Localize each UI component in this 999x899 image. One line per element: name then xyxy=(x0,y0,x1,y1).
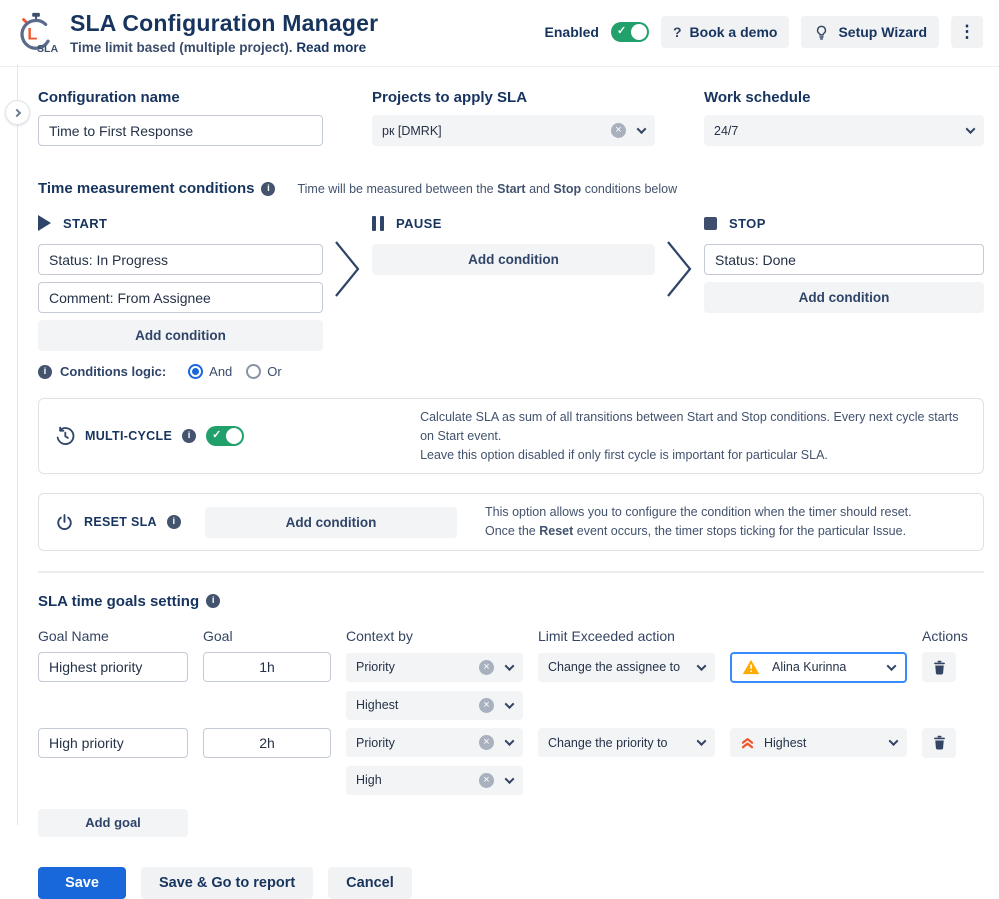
stop-label: STOP xyxy=(729,215,766,231)
goals-section-title xyxy=(38,593,984,610)
goals-table xyxy=(38,628,984,795)
col-header-action: Limit Exceeded action xyxy=(538,627,675,644)
conditions-section-title xyxy=(38,180,275,197)
stop-column xyxy=(704,213,984,379)
power-icon xyxy=(55,513,74,532)
section-divider xyxy=(38,571,984,573)
start-condition[interactable]: Status: In Progress xyxy=(38,244,323,275)
hint-stop: Stop xyxy=(553,181,582,196)
info-icon[interactable]: i xyxy=(261,182,275,196)
multi-cycle-panel xyxy=(38,398,984,474)
add-goal-button[interactable]: Add goal xyxy=(38,809,188,837)
save-go-report-button[interactable]: Save & Go to report xyxy=(141,867,313,899)
goal-name-input[interactable] xyxy=(38,652,188,682)
footer-actions xyxy=(38,867,984,899)
context-value: High xyxy=(356,773,382,788)
goal-value-input[interactable] xyxy=(203,728,331,758)
chevron-down-icon xyxy=(505,736,515,746)
pause-icon xyxy=(372,216,384,231)
priority-select[interactable] xyxy=(730,728,907,757)
clear-icon[interactable]: × xyxy=(479,660,494,675)
reset-sla-label: RESET SLA xyxy=(84,515,157,529)
clear-icon[interactable]: × xyxy=(479,698,494,713)
goal-name-input[interactable] xyxy=(38,728,188,758)
logic-radio-group xyxy=(188,364,282,379)
conditions-logic-label: Conditions logic: xyxy=(60,364,167,379)
reset-desc-line2 xyxy=(485,522,912,541)
reset-add-condition-button[interactable]: Add condition xyxy=(205,507,457,538)
col-header-actions: Actions xyxy=(922,627,968,644)
context-value-select[interactable] xyxy=(346,766,523,795)
clear-icon[interactable]: × xyxy=(611,123,626,138)
context-field-select[interactable] xyxy=(346,728,523,757)
start-label: START xyxy=(63,215,108,231)
reset-sla-panel xyxy=(38,493,984,551)
limit-action-select[interactable] xyxy=(538,728,715,757)
info-icon[interactable]: i xyxy=(206,594,220,608)
conditions-header xyxy=(38,180,984,197)
config-name-label: Configuration name xyxy=(38,89,180,106)
goals-title-text: SLA time goals setting xyxy=(38,592,200,610)
and-label: And xyxy=(209,364,233,379)
cancel-button[interactable]: Cancel xyxy=(328,867,412,899)
context-field-select[interactable] xyxy=(346,653,523,682)
schedule-select[interactable] xyxy=(704,115,984,146)
kebab-icon: ⋮ xyxy=(958,22,976,41)
toggle-knob xyxy=(631,24,647,40)
assignee-value: Alina Kurinna xyxy=(772,660,847,675)
hint-start: Start xyxy=(497,181,526,196)
conditions-title-text: Time measurement conditions xyxy=(38,180,255,197)
multi-cycle-label: MULTI-CYCLE xyxy=(85,429,173,444)
hint-prefix: Time will be measured between the xyxy=(297,181,494,196)
chevron-down-icon xyxy=(966,124,976,134)
goal-value-input[interactable] xyxy=(203,652,331,682)
hint-and: and xyxy=(529,181,550,196)
config-row xyxy=(38,89,984,146)
header xyxy=(0,0,999,64)
page-title: SLA Configuration Manager xyxy=(70,10,379,36)
hint-suffix: conditions below xyxy=(584,181,678,196)
radio-dot xyxy=(188,364,203,379)
reset-sla-description xyxy=(485,503,912,541)
trash-icon xyxy=(931,659,948,676)
multi-cycle-description xyxy=(420,408,967,464)
reset-desc-prefix: Once the xyxy=(485,524,536,538)
start-condition[interactable]: Comment: From Assignee xyxy=(38,282,323,313)
svg-text:SLA: SLA xyxy=(37,43,59,56)
flow-chevron-icon xyxy=(334,239,360,299)
chevron-down-icon xyxy=(697,736,707,746)
info-icon[interactable]: i xyxy=(38,365,52,379)
multi-cycle-desc-line1: Calculate SLA as sum of all transitions between Start and Stop conditions. Every next cycle starts on Start event. xyxy=(420,410,959,443)
chevron-right-icon xyxy=(12,108,20,116)
question-icon: ? xyxy=(672,24,682,40)
multi-cycle-desc-line2: Leave this option disabled if only first cycle is important for particular SLA. xyxy=(420,447,828,462)
chevron-down-icon xyxy=(505,661,515,671)
or-label: Or xyxy=(267,364,282,379)
reset-sla-controls xyxy=(55,513,205,532)
book-demo-button[interactable] xyxy=(661,16,789,48)
projects-field xyxy=(372,89,655,146)
start-add-condition-button[interactable]: Add condition xyxy=(38,320,323,351)
clear-icon[interactable]: × xyxy=(479,773,494,788)
context-value-select[interactable] xyxy=(346,691,523,720)
page-subtitle xyxy=(70,40,545,55)
stop-icon xyxy=(704,217,717,230)
conditions-logic-row xyxy=(38,364,323,379)
stop-condition[interactable]: Status: Done xyxy=(704,244,984,275)
reset-desc-line1: This option allows you to configure the condition when the timer should reset. xyxy=(485,505,912,520)
chevron-down-icon xyxy=(889,736,899,746)
more-menu-button[interactable] xyxy=(951,16,983,48)
col-header-context: Context by xyxy=(346,627,413,644)
toggle-check-icon: ✓ xyxy=(212,429,222,442)
chevron-down-icon xyxy=(505,774,515,784)
reset-desc-suffix: event occurs, the timer stops ticking for the particular Issue. xyxy=(576,524,907,538)
projects-label: Projects to apply SLA xyxy=(372,89,528,106)
logic-and-radio[interactable] xyxy=(188,364,232,379)
cycle-history-icon xyxy=(55,426,75,446)
priority-value: Highest xyxy=(764,735,807,750)
stop-column-header xyxy=(704,213,984,233)
schedule-label: Work schedule xyxy=(704,89,811,106)
info-icon[interactable]: i xyxy=(182,429,196,443)
enabled-label: Enabled xyxy=(544,24,599,40)
delete-goal-button[interactable] xyxy=(922,728,956,758)
toggle-knob xyxy=(226,428,242,444)
clear-icon[interactable]: × xyxy=(479,735,494,750)
collapse-panel-button[interactable] xyxy=(5,100,30,125)
pause-add-condition-button[interactable]: Add condition xyxy=(372,244,655,275)
limit-action-select[interactable] xyxy=(538,653,715,682)
col-header-goal: Goal xyxy=(203,627,233,644)
play-icon xyxy=(38,215,51,231)
projects-value: рк [DMRK] xyxy=(382,123,442,138)
trash-icon xyxy=(931,734,948,751)
col-header-goal-name: Goal Name xyxy=(38,627,109,644)
title-block xyxy=(70,10,545,55)
conditions-grid xyxy=(38,213,984,379)
config-name-input[interactable] xyxy=(38,115,323,146)
enabled-toggle[interactable] xyxy=(611,22,649,42)
projects-select[interactable] xyxy=(372,115,655,146)
delete-goal-button[interactable] xyxy=(922,652,956,682)
reset-desc-bold: Reset xyxy=(539,524,574,538)
chevron-down-icon xyxy=(887,661,897,671)
logic-or-radio[interactable] xyxy=(246,364,281,379)
multi-cycle-controls xyxy=(55,426,420,446)
conditions-hint xyxy=(297,182,677,196)
schedule-field xyxy=(704,89,984,146)
chevron-down-icon xyxy=(637,124,647,134)
pause-column-header xyxy=(372,213,655,233)
sla-stopwatch-logo xyxy=(14,10,60,56)
limit-action-value: Change the priority to xyxy=(548,735,668,750)
start-column xyxy=(38,213,323,379)
toggle-check-icon: ✓ xyxy=(616,25,627,37)
setup-wizard-label: Setup Wizard xyxy=(838,24,927,40)
context-field-value: Priority xyxy=(356,660,395,675)
subtitle-text: Time limit based (multiple project). xyxy=(70,40,293,55)
svg-text:L: L xyxy=(27,25,38,44)
schedule-value: 24/7 xyxy=(714,123,739,138)
flow-chevron-icon xyxy=(666,239,692,299)
save-button[interactable]: Save xyxy=(38,867,126,899)
book-demo-label: Book a demo xyxy=(689,24,778,40)
warning-icon xyxy=(742,659,760,675)
limit-action-value: Change the assignee to xyxy=(548,660,681,675)
header-actions xyxy=(545,16,983,48)
context-value: Highest xyxy=(356,698,399,713)
left-rail-divider xyxy=(17,64,18,825)
radio-dot xyxy=(246,364,261,379)
assignee-select[interactable] xyxy=(730,652,907,683)
priority-highest-icon xyxy=(740,736,755,750)
config-name-field xyxy=(38,89,323,146)
pause-label: PAUSE xyxy=(396,215,442,231)
start-column-header xyxy=(38,213,323,233)
read-more-link[interactable]: Read more xyxy=(296,40,367,55)
pause-column xyxy=(372,213,655,379)
chevron-down-icon xyxy=(697,661,707,671)
setup-wizard-button[interactable] xyxy=(801,16,939,48)
info-icon[interactable]: i xyxy=(167,515,181,529)
context-field-value: Priority xyxy=(356,735,395,750)
chevron-down-icon xyxy=(505,699,515,709)
multi-cycle-toggle[interactable] xyxy=(206,426,244,446)
lightbulb-icon xyxy=(813,24,830,41)
stop-add-condition-button[interactable]: Add condition xyxy=(704,282,984,313)
main-content xyxy=(0,67,999,899)
